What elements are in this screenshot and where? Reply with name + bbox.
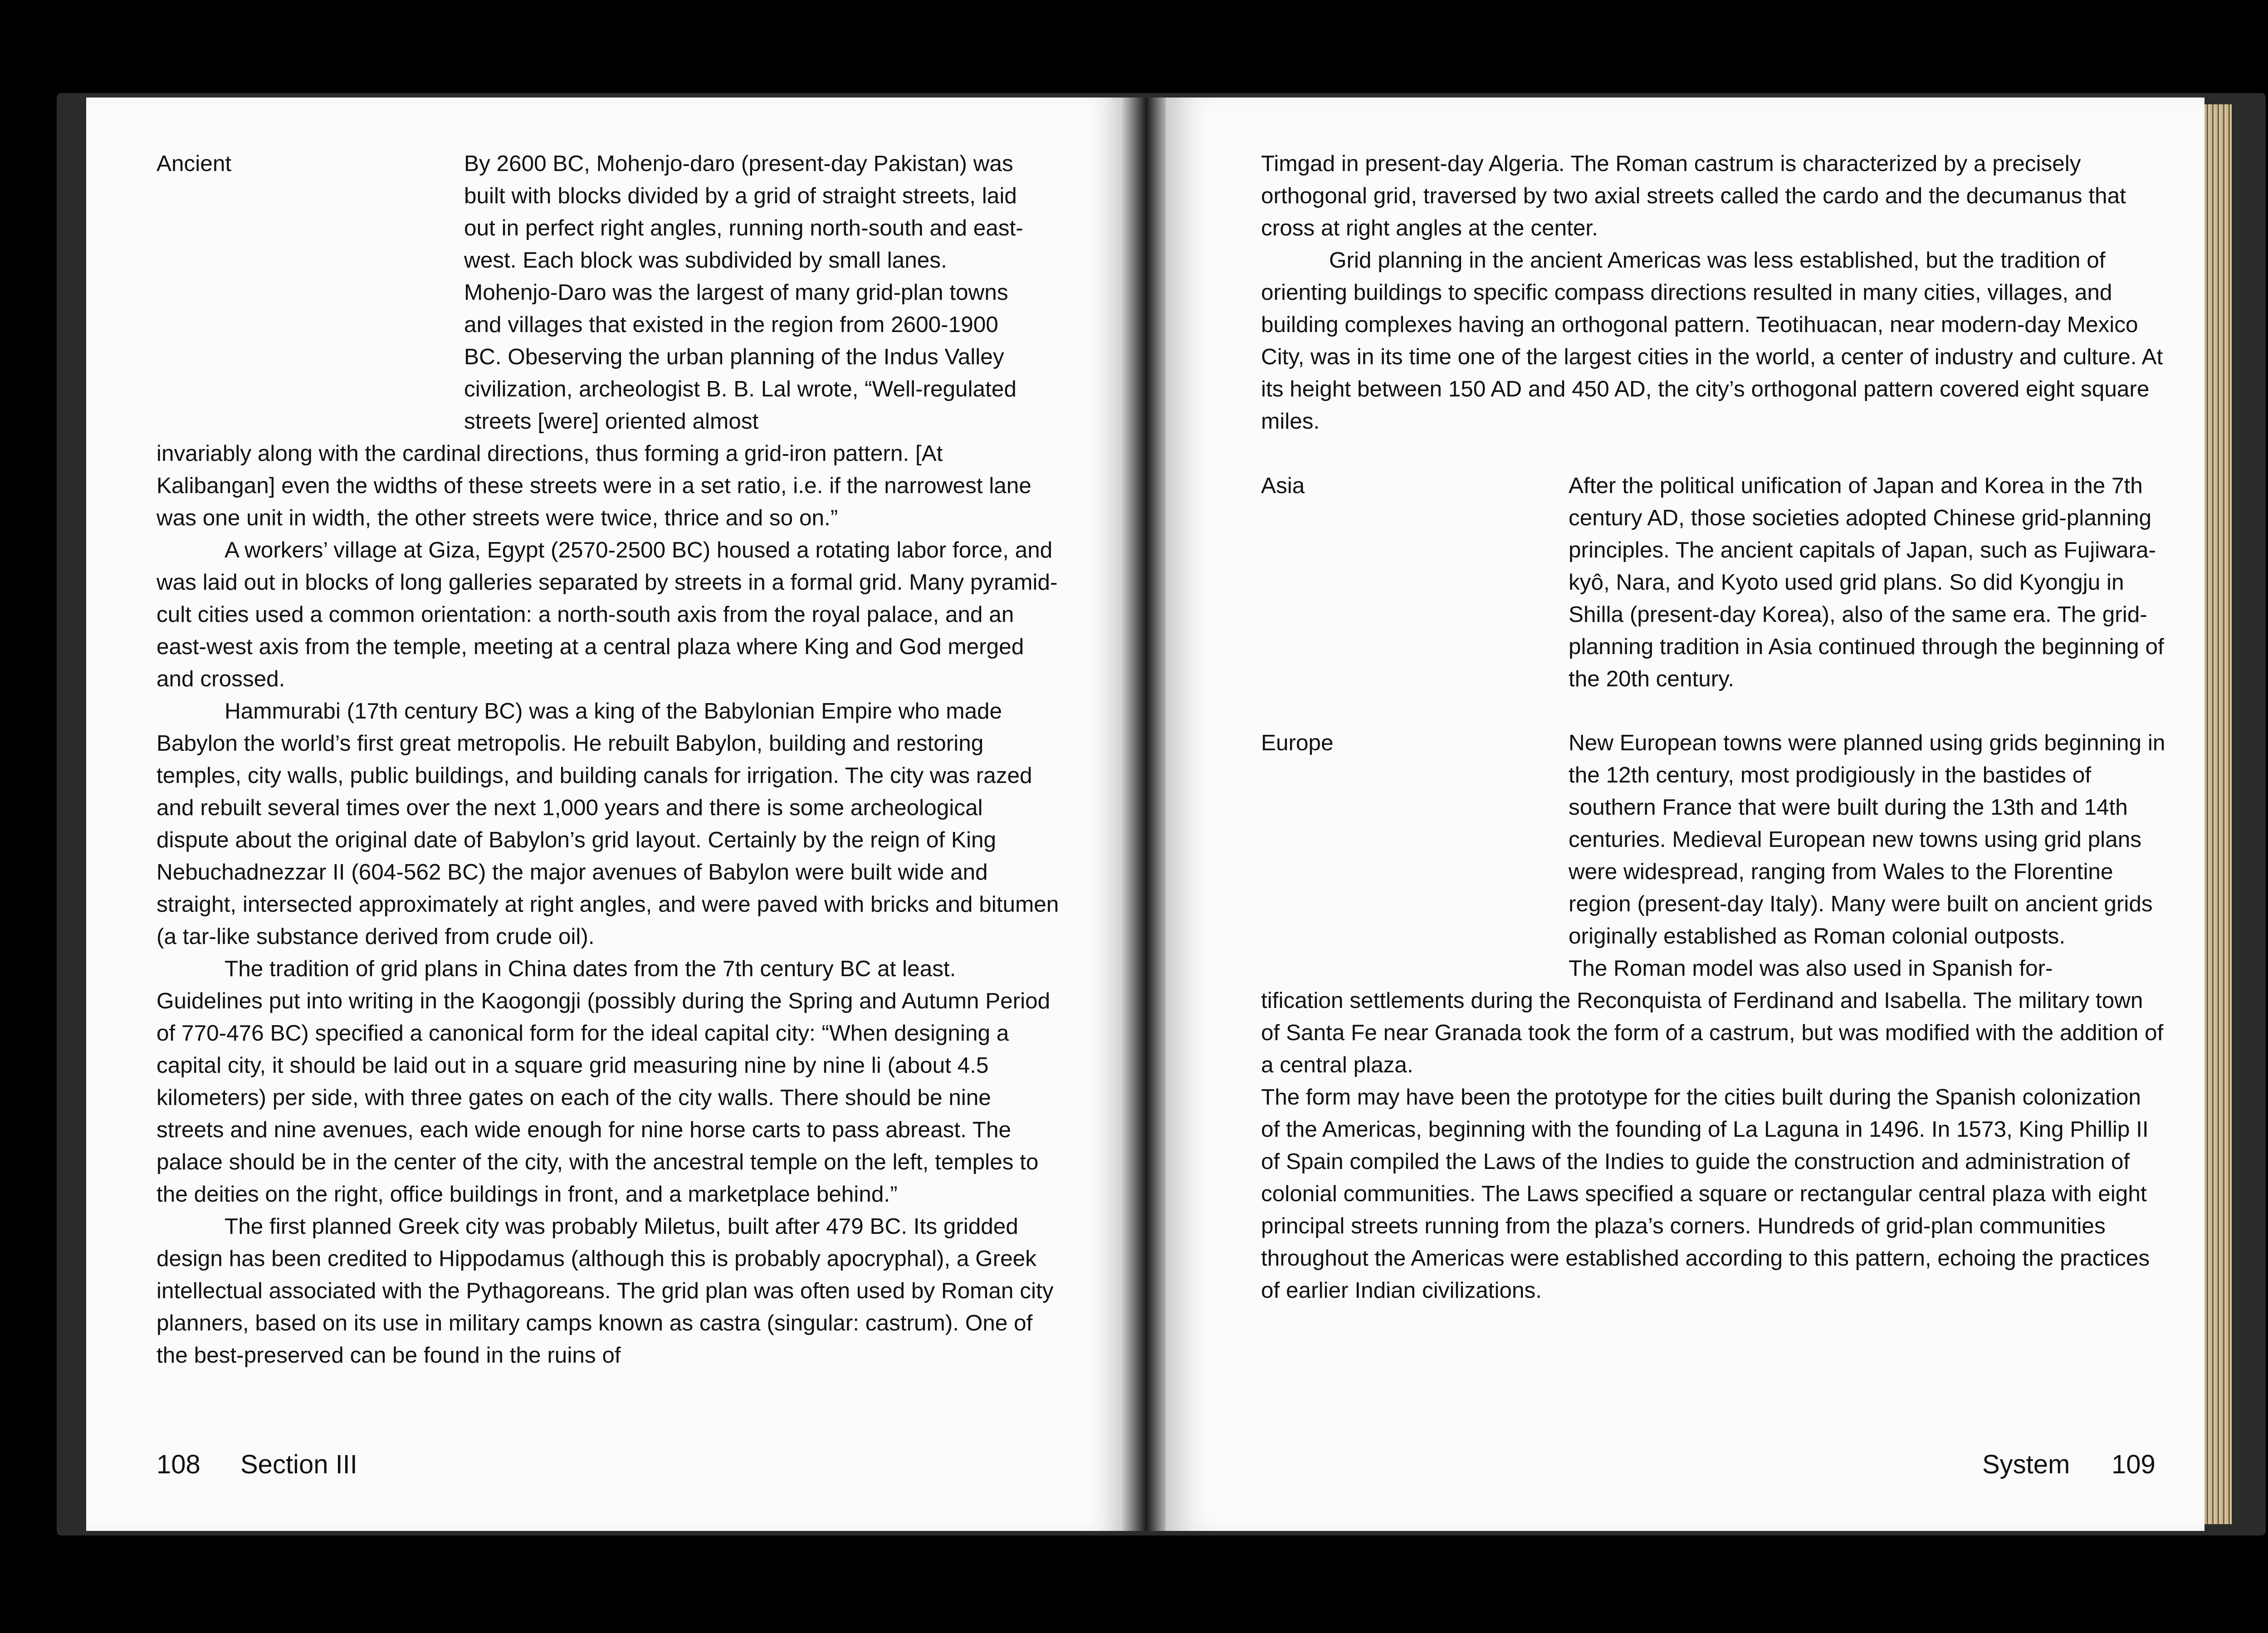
- paragraph-china: The tradition of grid plans in China dates from the 7th century BC at least. Guidelines put into writing in the Kaogongji (possibly during the Spring and Autumn Period of 770-476 BC) specified a canonical form for the ideal capital city: “When designing a capital city, it should be laid out in a square grid measuring nine by nine li (about 4.5 kilometers) per side, with three gates on each of the city walls. There should be nine streets and nine avenues, each wide enough for nine horse carts to pass abreast. The palace should be in the center of the city, with the ancestral temple on the left, temples to the deities on the right, office buildings in front, and a marketplace behind.”: [156, 956, 1051, 1207]
- section-label-asia: Asia: [1261, 473, 1305, 498]
- section-label-ancient: Ancient: [156, 151, 232, 176]
- right-page: [1166, 98, 2204, 1531]
- europe-roman-start: The Roman model was also used in Spanish for-: [1569, 956, 2053, 981]
- ancient-continuation: invariably along with the cardinal directions, thus forming a grid-iron pattern. [At Kalibangan] even the widths of these streets were in a set ratio, i.e. if the narrowest lane was one unit in width, the other streets were twice, thrice and so on.”: [156, 441, 1031, 530]
- paragraph-giza: A workers’ village at Giza, Egypt (2570-2500 BC) housed a rotating labor force, and was laid out in blocks of long galleries separated by streets in a formal grid. Many pyramid-cult cities used a common orientation: a north-south axis from the royal palace, and an east-west axis from the temple, meeting at a central plaza where King and God merged and crossed.: [156, 538, 1058, 691]
- europe-roman-continuation: tification settlements during the Reconquista of Ferdinand and Isabella. The military town of Santa Fe near Granada took the form of a castrum, but was modified with the addition of a central plaza.: [1261, 988, 2164, 1077]
- right-bottom-text: [1261, 984, 2164, 1306]
- left-body-text: [156, 437, 1059, 1371]
- section-label-europe: Europe: [1261, 730, 1334, 755]
- section-title-left: Section III: [240, 1450, 357, 1479]
- left-page: [86, 98, 1125, 1531]
- paragraph-hammurabi: Hammurabi (17th century BC) was a king of the Babylonian Empire who made Babylon the world’s first great metropolis. He rebuilt Babylon, building and restoring temples, city walls, public buildings, and building canals for irrigation. The city was razed and rebuilt several times over the next 1,000 years and there is some archeological dispute about the original date of Babylon’s grid layout. Certainly by the reign of King Nebuchadnezzar II (604-562 BC) the major avenues of Babylon were built wide and straight, intersected approximately at right angles, and were paved with bricks and bitumen (a tar-like substance derived from crude oil).: [156, 699, 1059, 949]
- page-edges: [2204, 104, 2232, 1524]
- paragraph-timgad: Timgad in present-day Algeria. The Roman castrum is characterized by a precisely orthogonal grid, traversed by two axial streets called the cardo and the decumanus that cross at right angles at the center.: [1261, 151, 2126, 240]
- paragraph-americas: Grid planning in the ancient Americas was less established, but the tradition of orienting buildings to specific compass directions resulted in many cities, villages, and building complexes having an orthogonal pattern. Teotihuacan, near modern-day Mexico City, was in its time one of the largest cities in the world, a center of industry and culture. At its height between 150 AD and 450 AD, the city’s orthogonal pattern covered eight square miles.: [1261, 248, 2163, 434]
- page-number-right: 109: [2112, 1450, 2156, 1479]
- europe-text: New European towns were planned using grids beginning in the 12th century, most prodigiously in the bastides of southern France that were built during the 13th and 14th centuries. Medieval European new towns using grid plans were widespread, ranging from Wales to the Florentine region (present-day Italy). Many were built on ancient grids originally established as Roman colonial outposts.: [1569, 730, 2165, 949]
- page-number-left: 108: [156, 1450, 200, 1479]
- europe-hanging-paragraph: [1569, 727, 2170, 984]
- asia-hanging-paragraph: After the political unification of Japan and Korea in the 7th century AD, those societies adopted Chinese grid-planning principles. The ancient capitals of Japan, such as Fujiwara-kyô, Nara, and Kyoto used grid plans. So did Kyongju in Shilla (present-day Korea), also of the same era. The grid-planning tradition in Asia continued through the beginning of the 20th century.: [1569, 473, 2164, 691]
- paragraph-prototype: The form may have been the prototype for the cities built during the Spanish colonization of the Americas, beginning with the founding of La Laguna in 1496. In 1573, King Phillip II of Spain compiled the Laws of the Indies to guide the construction and administration of colonial communities. The Laws specified a square or rectangular central plaza with eight principal streets running from the plaza’s corners. Hundreds of grid-plan communities throughout the Americas were established according to this pattern, echoing the practices of earlier Indian civilizations.: [1261, 1085, 2150, 1303]
- section-title-right: System: [1982, 1450, 2070, 1479]
- right-top-text: [1261, 147, 2164, 437]
- paragraph-greek: The first planned Greek city was probably Miletus, built after 479 BC. Its gridded design has been credited to Hippodamus (although this is probably apocryphal), a Greek intellectual associated with the Pythagoreans. The grid plan was often used by Roman city planners, based on its use in military camps known as castra (singular: castrum). One of the best-preserved can be found in the ruins of: [156, 1214, 1054, 1368]
- ancient-hanging-paragraph: By 2600 BC, Mohenjo-daro (present-day Pakistan) was built with blocks divided by a grid of straight streets, laid out in perfect right angles, running north-south and east-west. Each block was subdivided by small lanes. Mohenjo-Daro was the largest of many grid-plan towns and villages that existed in the region from 2600-1900 BC. Obeserving the urban planning of the Indus Valley civilization, archeologist B. B. Lal wrote, “Well-regulated streets [were] oriented almost: [464, 151, 1023, 434]
- book-gutter: [1120, 98, 1170, 1531]
